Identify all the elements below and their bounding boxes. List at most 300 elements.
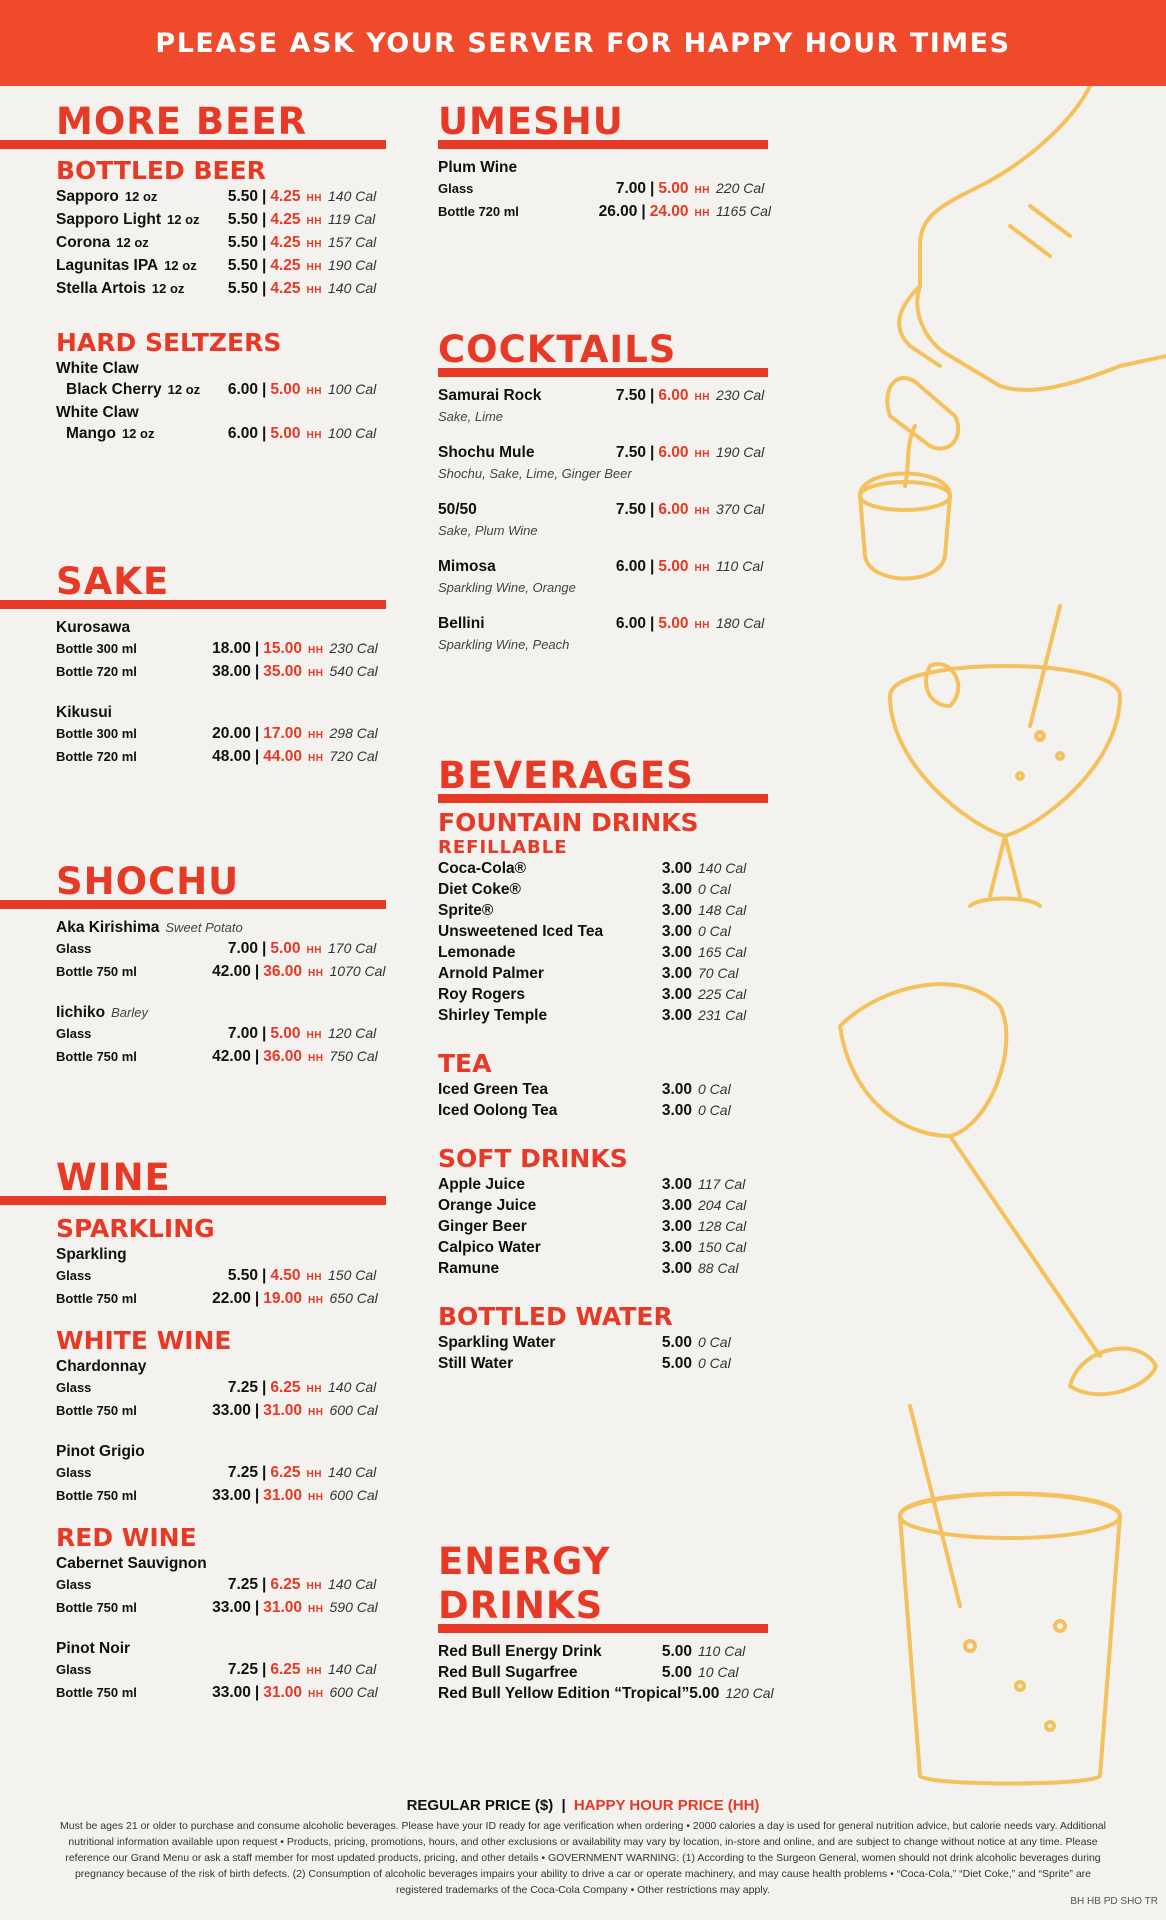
price-separator: | bbox=[650, 180, 655, 197]
section-title: ENERGY DRINKS bbox=[438, 1540, 611, 1627]
regular-price: 7.50 bbox=[615, 387, 647, 404]
item-name bbox=[56, 1441, 390, 1462]
size-label: Bottle 720 ml bbox=[56, 749, 137, 764]
regular-price-legend: REGULAR PRICE ($) bbox=[406, 1797, 554, 1814]
calories: 220 Cal bbox=[716, 180, 765, 196]
hh-tag: HH bbox=[308, 1053, 324, 1064]
regular-price: 5.50 bbox=[227, 280, 259, 297]
hh-tag: HH bbox=[306, 1581, 322, 1592]
price-separator: | bbox=[262, 211, 267, 228]
price-separator: | bbox=[254, 1487, 260, 1504]
white-wine-list bbox=[56, 1356, 390, 1508]
price-row bbox=[438, 613, 778, 636]
price-separator: | bbox=[262, 1267, 267, 1284]
beverages-section bbox=[438, 754, 778, 1374]
price-row bbox=[438, 942, 778, 963]
price-row bbox=[438, 1683, 778, 1704]
item-name: Sparkling Water bbox=[438, 1334, 556, 1351]
calories: 204 Cal bbox=[698, 1197, 747, 1213]
hh-tag: HH bbox=[694, 449, 710, 460]
footer bbox=[60, 1796, 1106, 1898]
happy-hour-price: 31.00 bbox=[263, 1402, 303, 1419]
calories: 720 Cal bbox=[329, 748, 378, 764]
item-name: Mango bbox=[66, 425, 116, 442]
item-description: Sake, Lime bbox=[438, 409, 504, 424]
price: 3.00 bbox=[661, 1176, 692, 1193]
subsection-title: BOTTLED BEER bbox=[56, 156, 266, 185]
happy-hour-price: 6.25 bbox=[270, 1576, 301, 1593]
happy-hour-price: 17.00 bbox=[263, 725, 303, 742]
calories: 0 Cal bbox=[698, 923, 731, 939]
hh-tag: HH bbox=[306, 216, 322, 227]
price-row bbox=[56, 255, 390, 278]
shochu-section bbox=[0, 860, 390, 1069]
shochu-list bbox=[0, 917, 390, 1069]
price-row bbox=[56, 1485, 390, 1508]
price-separator: | bbox=[650, 444, 655, 461]
item-size: 12 oz bbox=[124, 189, 158, 204]
price-row bbox=[56, 1682, 390, 1705]
price-row bbox=[56, 1377, 390, 1400]
size-label: Bottle 750 ml bbox=[56, 964, 137, 979]
price: 3.00 bbox=[661, 881, 692, 898]
happy-hour-price: 5.00 bbox=[658, 558, 689, 575]
sparkling-wine-list bbox=[56, 1244, 390, 1311]
price-row bbox=[438, 1353, 778, 1374]
item-title: Iichiko bbox=[56, 1004, 106, 1021]
price-separator: | bbox=[254, 748, 260, 765]
price: 3.00 bbox=[661, 860, 692, 877]
item-name: Corona bbox=[56, 234, 111, 251]
happy-hour-price: 35.00 bbox=[263, 663, 303, 680]
happy-hour-price: 15.00 bbox=[263, 640, 303, 657]
price-separator: | bbox=[254, 1599, 260, 1616]
price: 3.00 bbox=[661, 1239, 692, 1256]
calories: 0 Cal bbox=[698, 1081, 731, 1097]
price-separator: | bbox=[262, 940, 267, 957]
subsection-title: HARD SELTZERS bbox=[56, 328, 282, 357]
happy-hour-price: 5.00 bbox=[270, 1025, 301, 1042]
soft-drinks-list bbox=[438, 1174, 778, 1279]
regular-price: 5.50 bbox=[227, 257, 259, 274]
price-row bbox=[438, 963, 778, 984]
section-title: WINE bbox=[56, 1156, 171, 1199]
item-title: Aka Kirishima bbox=[56, 919, 160, 936]
price-row bbox=[438, 1100, 778, 1121]
item-name: Mimosa bbox=[438, 558, 496, 575]
price-row bbox=[56, 638, 390, 661]
hard-seltzer-list bbox=[56, 358, 390, 446]
item-name: Diet Coke® bbox=[438, 881, 521, 898]
happy-hour-price: 4.25 bbox=[270, 211, 301, 228]
item-name: Still Water bbox=[438, 1355, 514, 1372]
happy-hour-price: 4.25 bbox=[270, 234, 301, 251]
hh-tag: HH bbox=[306, 239, 322, 250]
price-separator: | bbox=[254, 963, 260, 980]
item-title: Pinot Grigio bbox=[56, 1443, 145, 1460]
price-row bbox=[438, 1662, 778, 1683]
calories: 10 Cal bbox=[698, 1664, 739, 1680]
price-separator: | bbox=[641, 203, 646, 220]
hh-tag: HH bbox=[306, 1469, 322, 1480]
tumbler-icon bbox=[900, 1406, 1120, 1784]
calories: 231 Cal bbox=[698, 1007, 747, 1023]
item-name: Iced Green Tea bbox=[438, 1081, 548, 1098]
size-label: Bottle 300 ml bbox=[56, 726, 137, 741]
item-name: Roy Rogers bbox=[438, 986, 525, 1003]
price-separator: | bbox=[650, 615, 655, 632]
calories: 119 Cal bbox=[328, 211, 376, 227]
calories: 150 Cal bbox=[328, 1267, 377, 1283]
price-row bbox=[56, 209, 390, 232]
item-name: Red Bull Yellow Edition “Tropical” bbox=[438, 1685, 690, 1702]
sake-cup-icon bbox=[860, 474, 950, 579]
price-row bbox=[438, 1237, 778, 1258]
regular-price: 33.00 bbox=[212, 1402, 251, 1419]
size-label: Glass bbox=[56, 941, 92, 956]
calories: 70 Cal bbox=[698, 965, 739, 981]
item-title: Pinot Noir bbox=[56, 1640, 131, 1657]
wine-glass-icon bbox=[840, 984, 1156, 1394]
item-name: Lemonade bbox=[438, 944, 516, 961]
item-name bbox=[56, 1356, 390, 1377]
happy-hour-price: 6.00 bbox=[658, 501, 689, 518]
item-name bbox=[56, 917, 390, 938]
hh-tag: HH bbox=[694, 620, 710, 631]
happy-hour-price: 6.25 bbox=[270, 1661, 301, 1678]
calories: 88 Cal bbox=[698, 1260, 739, 1276]
price-separator: | bbox=[262, 1025, 267, 1042]
subsection-title: RED WINE bbox=[56, 1523, 197, 1552]
right-column bbox=[438, 100, 778, 1702]
price-row bbox=[56, 232, 390, 255]
regular-price: 42.00 bbox=[212, 963, 251, 980]
price: 3.00 bbox=[661, 986, 692, 1003]
cocktails-section bbox=[438, 328, 778, 654]
price-separator: | bbox=[262, 1379, 267, 1396]
size-label: Glass bbox=[56, 1380, 92, 1395]
menu-code: BH HB PD SHO TR bbox=[1070, 1896, 1158, 1907]
subsection-title: SOFT DRINKS bbox=[438, 1144, 628, 1173]
price-row bbox=[438, 1641, 778, 1662]
fountain-drinks-list bbox=[438, 858, 778, 1026]
calories: 600 Cal bbox=[329, 1487, 378, 1503]
item-name bbox=[56, 1002, 390, 1023]
price-separator: | bbox=[254, 725, 260, 742]
price-row bbox=[438, 1174, 778, 1195]
happy-hour-price: 5.00 bbox=[658, 180, 689, 197]
price-separator: | bbox=[262, 257, 267, 274]
hh-tag: HH bbox=[308, 668, 324, 679]
hh-tag: HH bbox=[308, 1492, 324, 1503]
item-name: Sapporo bbox=[56, 188, 119, 205]
regular-price: 38.00 bbox=[212, 663, 251, 680]
item-name: Iced Oolong Tea bbox=[438, 1102, 558, 1119]
hh-tag: HH bbox=[308, 730, 324, 741]
regular-price: 48.00 bbox=[212, 748, 251, 765]
item-name: Stella Artois bbox=[56, 280, 146, 297]
price-separator: | bbox=[254, 1048, 260, 1065]
price: 5.00 bbox=[689, 1685, 720, 1702]
regular-price: 7.50 bbox=[615, 501, 647, 518]
happy-hour-price: 44.00 bbox=[263, 748, 303, 765]
price-separator: | bbox=[254, 640, 260, 657]
price-row bbox=[56, 1462, 390, 1485]
price-row bbox=[438, 984, 778, 1005]
calories: 0 Cal bbox=[698, 881, 731, 897]
sake-list bbox=[0, 617, 390, 769]
happy-hour-price: 24.00 bbox=[649, 203, 689, 220]
happy-hour-price: 5.00 bbox=[270, 381, 301, 398]
calories: 100 Cal bbox=[328, 381, 377, 397]
price-legend bbox=[60, 1796, 1106, 1816]
size-label: Bottle 300 ml bbox=[56, 641, 137, 656]
price-separator: | bbox=[254, 663, 260, 680]
item-note: Sweet Potato bbox=[165, 920, 243, 935]
size-label: Glass bbox=[438, 181, 474, 196]
price: 3.00 bbox=[661, 1218, 692, 1235]
calories: 170 Cal bbox=[328, 940, 377, 956]
calories: 165 Cal bbox=[698, 944, 747, 960]
price-row bbox=[56, 1288, 390, 1311]
item-size: 12 oz bbox=[116, 235, 149, 250]
item-note: Barley bbox=[111, 1005, 148, 1020]
hh-tag: HH bbox=[308, 645, 324, 656]
item-description: Shochu, Sake, Lime, Ginger Beer bbox=[438, 466, 632, 481]
hh-tag: HH bbox=[306, 1384, 322, 1395]
calories: 230 Cal bbox=[716, 387, 765, 403]
left-column bbox=[0, 100, 390, 1701]
item-title: Kikusui bbox=[56, 704, 112, 721]
regular-price: 42.00 bbox=[212, 1048, 251, 1065]
subsection-subtitle: REFILLABLE bbox=[438, 837, 568, 858]
hh-tag: HH bbox=[306, 386, 322, 397]
calories: 1070 Cal bbox=[329, 963, 386, 979]
happy-hour-price: 6.00 bbox=[658, 387, 689, 404]
item-name: Black Cherry bbox=[66, 381, 162, 398]
size-label: Glass bbox=[56, 1577, 92, 1592]
size-label: Glass bbox=[56, 1268, 92, 1283]
hh-tag: HH bbox=[306, 285, 322, 296]
price-row bbox=[56, 723, 390, 746]
regular-price: 6.00 bbox=[615, 558, 647, 575]
item-description: Sparkling Wine, Orange bbox=[438, 580, 576, 595]
cocktail-list bbox=[438, 385, 778, 654]
happy-hour-price: 6.00 bbox=[658, 444, 689, 461]
regular-price: 7.00 bbox=[227, 1025, 259, 1042]
section-title: MORE BEER bbox=[56, 100, 308, 143]
calories: 140 Cal bbox=[328, 1576, 377, 1592]
size-label: Bottle 720 ml bbox=[56, 664, 137, 679]
sake-section bbox=[0, 560, 390, 769]
bottled-beer-list bbox=[56, 186, 390, 301]
price-row bbox=[438, 879, 778, 900]
calories: 298 Cal bbox=[329, 725, 378, 741]
item-size: 12 oz bbox=[121, 426, 155, 441]
calories: 150 Cal bbox=[698, 1239, 747, 1255]
subsection-title: BOTTLED WATER bbox=[438, 1302, 673, 1331]
hh-tag: HH bbox=[308, 1689, 324, 1700]
regular-price: 7.25 bbox=[227, 1661, 259, 1678]
price-row bbox=[438, 556, 778, 579]
pouring-hand-icon bbox=[887, 86, 1166, 486]
item-name: Unsweetened Iced Tea bbox=[438, 923, 604, 940]
price: 3.00 bbox=[661, 1102, 692, 1119]
price: 5.00 bbox=[661, 1664, 692, 1681]
item-title: Cabernet Sauvignon bbox=[56, 1555, 207, 1572]
calories: 100 Cal bbox=[328, 425, 377, 441]
hh-tag: HH bbox=[694, 506, 710, 517]
price-row bbox=[438, 1216, 778, 1237]
calories: 140 Cal bbox=[328, 1464, 377, 1480]
calories: 1165 Cal bbox=[716, 203, 772, 219]
price-separator: | bbox=[650, 387, 655, 404]
happy-hour-price-legend: HAPPY HOUR PRICE (HH) bbox=[573, 1797, 760, 1814]
hh-tag: HH bbox=[694, 392, 710, 403]
calories: 117 Cal bbox=[698, 1176, 746, 1192]
happy-hour-price: 6.25 bbox=[270, 1464, 301, 1481]
item-description: Sake, Plum Wine bbox=[438, 523, 538, 538]
item-size: 12 oz bbox=[151, 281, 185, 296]
cocktail-glass-icon bbox=[890, 606, 1120, 906]
calories: 120 Cal bbox=[328, 1025, 377, 1041]
price: 3.00 bbox=[661, 965, 692, 982]
item-size: 12 oz bbox=[167, 212, 200, 227]
calories: 140 Cal bbox=[328, 1379, 377, 1395]
regular-price: 7.50 bbox=[615, 444, 647, 461]
size-label: Glass bbox=[56, 1662, 92, 1677]
price-row bbox=[56, 1597, 390, 1620]
umeshu-section bbox=[438, 100, 778, 224]
regular-price: 5.50 bbox=[227, 211, 259, 228]
regular-price: 6.00 bbox=[227, 381, 259, 398]
calories: 140 Cal bbox=[698, 860, 747, 876]
price-row bbox=[438, 201, 778, 224]
regular-price: 26.00 bbox=[598, 203, 638, 220]
regular-price: 7.25 bbox=[227, 1464, 259, 1481]
subsection-title: FOUNTAIN DRINKS bbox=[438, 808, 699, 837]
happy-hour-price: 31.00 bbox=[263, 1599, 303, 1616]
price: 3.00 bbox=[661, 1081, 692, 1098]
happy-hour-price: 31.00 bbox=[263, 1487, 303, 1504]
price-row bbox=[438, 1195, 778, 1216]
price-separator: | bbox=[262, 381, 267, 398]
item-name: Ginger Beer bbox=[438, 1218, 527, 1235]
item-name: Sapporo Light bbox=[56, 211, 162, 228]
more-beer-section bbox=[0, 100, 390, 446]
regular-price: 5.50 bbox=[227, 1267, 259, 1284]
price-separator: | bbox=[262, 1661, 267, 1678]
item-size: 12 oz bbox=[164, 258, 197, 273]
energy-drinks-section bbox=[438, 1540, 778, 1704]
red-wine-list bbox=[56, 1553, 390, 1705]
calories: 140 Cal bbox=[328, 1661, 377, 1677]
hh-tag: HH bbox=[694, 563, 710, 574]
bottled-water-list bbox=[438, 1332, 778, 1374]
hh-tag: HH bbox=[694, 185, 710, 196]
size-label: Glass bbox=[56, 1026, 92, 1041]
calories: 110 Cal bbox=[716, 558, 764, 574]
calories: 140 Cal bbox=[328, 188, 377, 204]
calories: 120 Cal bbox=[725, 1685, 774, 1701]
calories: 140 Cal bbox=[328, 280, 377, 296]
price-row bbox=[438, 900, 778, 921]
happy-hour-price: 6.25 bbox=[270, 1379, 301, 1396]
hh-tag: HH bbox=[306, 1272, 322, 1283]
price-row bbox=[56, 1400, 390, 1423]
price-row bbox=[56, 1023, 390, 1046]
wine-section bbox=[0, 1156, 390, 1705]
regular-price: 7.25 bbox=[227, 1576, 259, 1593]
size-label: Glass bbox=[56, 1465, 92, 1480]
calories: 540 Cal bbox=[329, 663, 378, 679]
regular-price: 33.00 bbox=[212, 1684, 251, 1701]
happy-hour-price: 36.00 bbox=[263, 1048, 303, 1065]
price-row bbox=[56, 278, 390, 301]
price-row bbox=[438, 178, 778, 201]
umeshu-list bbox=[438, 178, 778, 224]
item-name: Red Bull Sugarfree bbox=[438, 1664, 578, 1681]
regular-price: 33.00 bbox=[212, 1487, 251, 1504]
price: 3.00 bbox=[661, 1007, 692, 1024]
regular-price: 7.00 bbox=[227, 940, 259, 957]
size-label: Bottle 750 ml bbox=[56, 1685, 137, 1700]
price-separator: | bbox=[650, 558, 655, 575]
calories: 190 Cal bbox=[716, 444, 765, 460]
subsection-title: WHITE WINE bbox=[56, 1326, 232, 1355]
price-separator: | bbox=[262, 1576, 267, 1593]
price-row bbox=[438, 921, 778, 942]
calories: 650 Cal bbox=[329, 1290, 378, 1306]
price-row bbox=[438, 1079, 778, 1100]
price-row bbox=[56, 186, 390, 209]
price-row bbox=[56, 1659, 390, 1682]
hh-tag: HH bbox=[306, 1030, 322, 1041]
hh-tag: HH bbox=[308, 1295, 324, 1306]
hh-tag: HH bbox=[308, 1407, 324, 1418]
item-name bbox=[56, 702, 390, 723]
item-name: Orange Juice bbox=[438, 1197, 537, 1214]
hh-tag: HH bbox=[308, 753, 324, 764]
size-label: Bottle 750 ml bbox=[56, 1403, 137, 1418]
regular-price: 7.25 bbox=[227, 1379, 259, 1396]
item-name: Apple Juice bbox=[438, 1176, 525, 1193]
size-label: Bottle 750 ml bbox=[56, 1049, 137, 1064]
calories: 128 Cal bbox=[698, 1218, 747, 1234]
price: 3.00 bbox=[661, 902, 692, 919]
item-name: Bellini bbox=[438, 615, 485, 632]
size-label: Bottle 750 ml bbox=[56, 1600, 137, 1615]
size-label: Bottle 750 ml bbox=[56, 1488, 137, 1503]
price-row bbox=[438, 442, 778, 465]
item-name: Lagunitas IPA bbox=[56, 257, 159, 274]
calories: 148 Cal bbox=[698, 902, 747, 918]
regular-price: 18.00 bbox=[212, 640, 251, 657]
regular-price: 5.50 bbox=[227, 234, 259, 251]
price-row bbox=[56, 379, 390, 402]
item-size: 12 oz bbox=[167, 382, 201, 397]
price-separator: | bbox=[254, 1290, 260, 1307]
section-title: COCKTAILS bbox=[438, 328, 677, 371]
price-separator: | bbox=[262, 188, 267, 205]
size-label: Bottle 720 ml bbox=[438, 204, 519, 219]
item-name: Sprite® bbox=[438, 902, 494, 919]
price: 3.00 bbox=[661, 1260, 692, 1277]
calories: 370 Cal bbox=[716, 501, 765, 517]
price-row bbox=[56, 661, 390, 684]
price-row bbox=[438, 499, 778, 522]
regular-price: 22.00 bbox=[212, 1290, 251, 1307]
